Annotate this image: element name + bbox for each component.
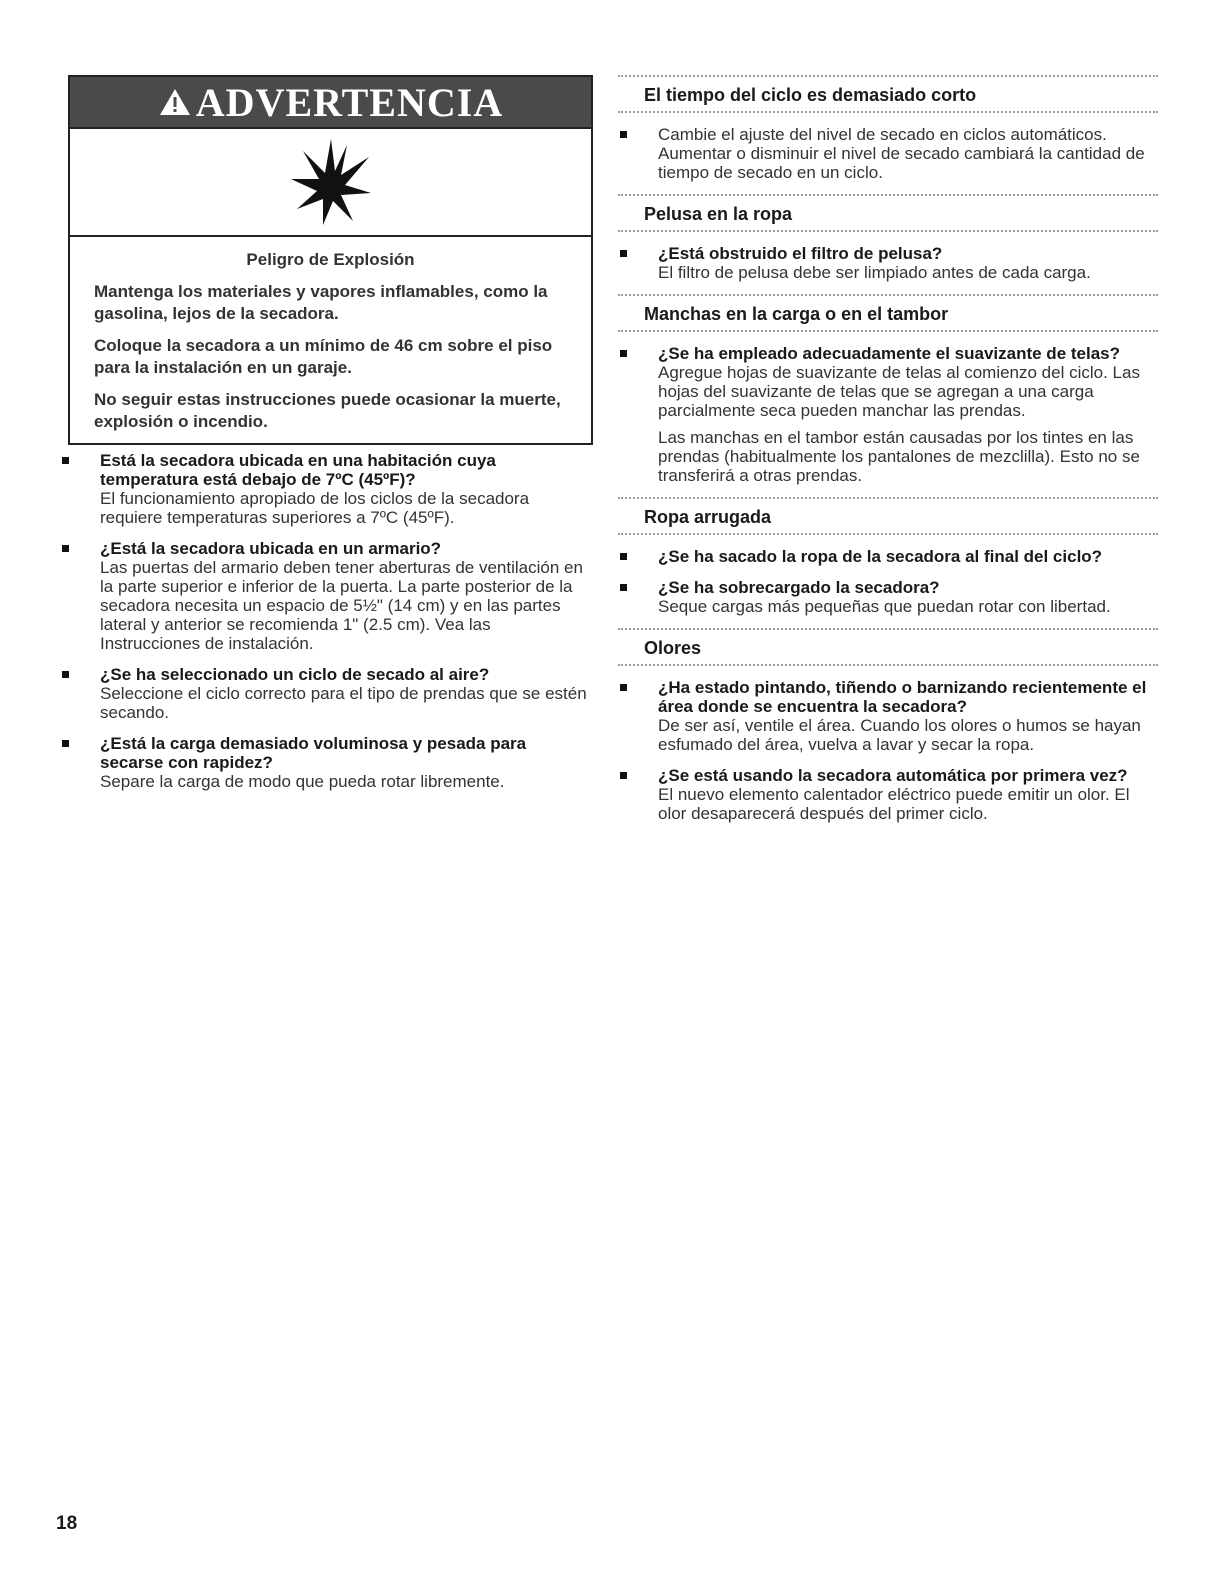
section-item-list (618, 244, 1158, 282)
warning-body (70, 237, 591, 443)
warning-line: Coloque la secadora a un mínimo de 46 cm sobre el piso para la instalación en un garaje. (94, 336, 553, 377)
section-lint (618, 194, 1158, 282)
answer: Seleccione el ciclo correcto para el tipo de prendas que se estén secando. (100, 684, 587, 722)
list-item (618, 547, 1158, 566)
list-item (60, 665, 590, 722)
section-short-cycle (618, 75, 1158, 182)
list-item (618, 125, 1158, 182)
question: ¿Está la carga demasiado voluminosa y pesada para secarse con rapidez? (100, 734, 527, 772)
list-item (618, 244, 1158, 282)
section-heading: Olores (618, 628, 1158, 666)
answer: El filtro de pelusa debe ser limpiado antes de cada carga. (658, 263, 1091, 282)
section-heading: Pelusa en la ropa (618, 194, 1158, 232)
question: ¿Está obstruido el filtro de pelusa? (658, 244, 943, 263)
section-item-list (618, 344, 1158, 485)
question: ¿Se ha seleccionado un ciclo de secado al aire? (100, 665, 490, 684)
section-heading: El tiempo del ciclo es demasiado corto (618, 75, 1158, 113)
warning-box (68, 75, 593, 445)
question: ¿Se ha sobrecargado la secadora? (658, 578, 940, 597)
section-item-list (618, 125, 1158, 182)
right-column (618, 75, 1158, 835)
answer-extra: Las manchas en el tambor están causadas por los tintes en las prendas (habitualmente los pantalones de mezclilla). Esto no se transferirá a otras prendas. (658, 428, 1140, 485)
warning-title: ADVERTENCIA (195, 79, 504, 125)
answer: Cambie el ajuste del nivel de secado en ciclos automáticos. Aumentar o disminuir el nivel de secado cambiará la cantidad de tiempo de secado en un ciclo. (658, 125, 1145, 182)
question: ¿Está la secadora ubicada en un armario? (100, 539, 442, 558)
question: ¿Se está usando la secadora automática por primera vez? (658, 766, 1128, 785)
list-item (618, 344, 1158, 485)
list-item (618, 578, 1158, 616)
warning-line: Mantenga los materiales y vapores inflamables, como la gasolina, lejos de la secadora. (94, 282, 548, 323)
section-item-list (618, 678, 1158, 823)
warning-icon-area (70, 129, 591, 237)
answer: Separe la carga de modo que pueda rotar libremente. (100, 772, 505, 791)
hazard-title: Peligro de Explosión (246, 250, 415, 269)
list-item (618, 766, 1158, 823)
section-odors (618, 628, 1158, 823)
left-column (60, 75, 590, 803)
answer: De ser así, ventile el área. Cuando los olores o humos se hayan esfumado del área, vuelva a lavar y secar la ropa. (658, 716, 1141, 754)
section-heading: Manchas en la carga o en el tambor (618, 294, 1158, 332)
question: Está la secadora ubicada en una habitación cuya temperatura está debajo de 7ºC (45ºF)? (100, 451, 496, 489)
section-stains (618, 294, 1158, 485)
list-item (618, 678, 1158, 754)
question: ¿Ha estado pintando, tiñendo o barnizando recientemente el área donde se encuentra la secadora? (658, 678, 1147, 716)
answer: El funcionamiento apropiado de los ciclos de la secadora requiere temperaturas superiores a 7ºC (45ºF). (100, 489, 530, 527)
left-item-list (60, 451, 590, 791)
section-heading: Ropa arrugada (618, 497, 1158, 535)
warning-triangle-icon (158, 87, 192, 117)
list-item (60, 734, 590, 791)
list-item (60, 451, 590, 527)
answer: Las puertas del armario deben tener aberturas de ventilación en la parte superior e inferior de la puerta. La parte posterior de la secadora necesita un espacio de 5½" (14 cm) y en las partes lateral y anterior se recomienda 1" (2.5 cm). Vea las Instrucciones de instalación. (100, 558, 583, 653)
answer: Agregue hojas de suavizante de telas al comienzo del ciclo. Las hojas del suavizante de telas que se agregan a una carga parcialmente seca pueden manchar las prendas. (658, 363, 1140, 420)
warning-header (70, 77, 591, 129)
answer: Seque cargas más pequeñas que puedan rotar con libertad. (658, 597, 1111, 616)
section-item-list (618, 547, 1158, 616)
warning-line: No seguir estas instrucciones puede ocasionar la muerte, explosión o incendio. (94, 390, 561, 431)
question: ¿Se ha sacado la ropa de la secadora al final del ciclo? (658, 547, 1103, 566)
section-wrinkled (618, 497, 1158, 616)
page-number: 18 (56, 1513, 78, 1534)
answer: El nuevo elemento calentador eléctrico puede emitir un olor. El olor desaparecerá después del primer ciclo. (658, 785, 1130, 823)
explosion-icon (291, 139, 371, 225)
list-item (60, 539, 590, 653)
question: ¿Se ha empleado adecuadamente el suavizante de telas? (658, 344, 1121, 363)
